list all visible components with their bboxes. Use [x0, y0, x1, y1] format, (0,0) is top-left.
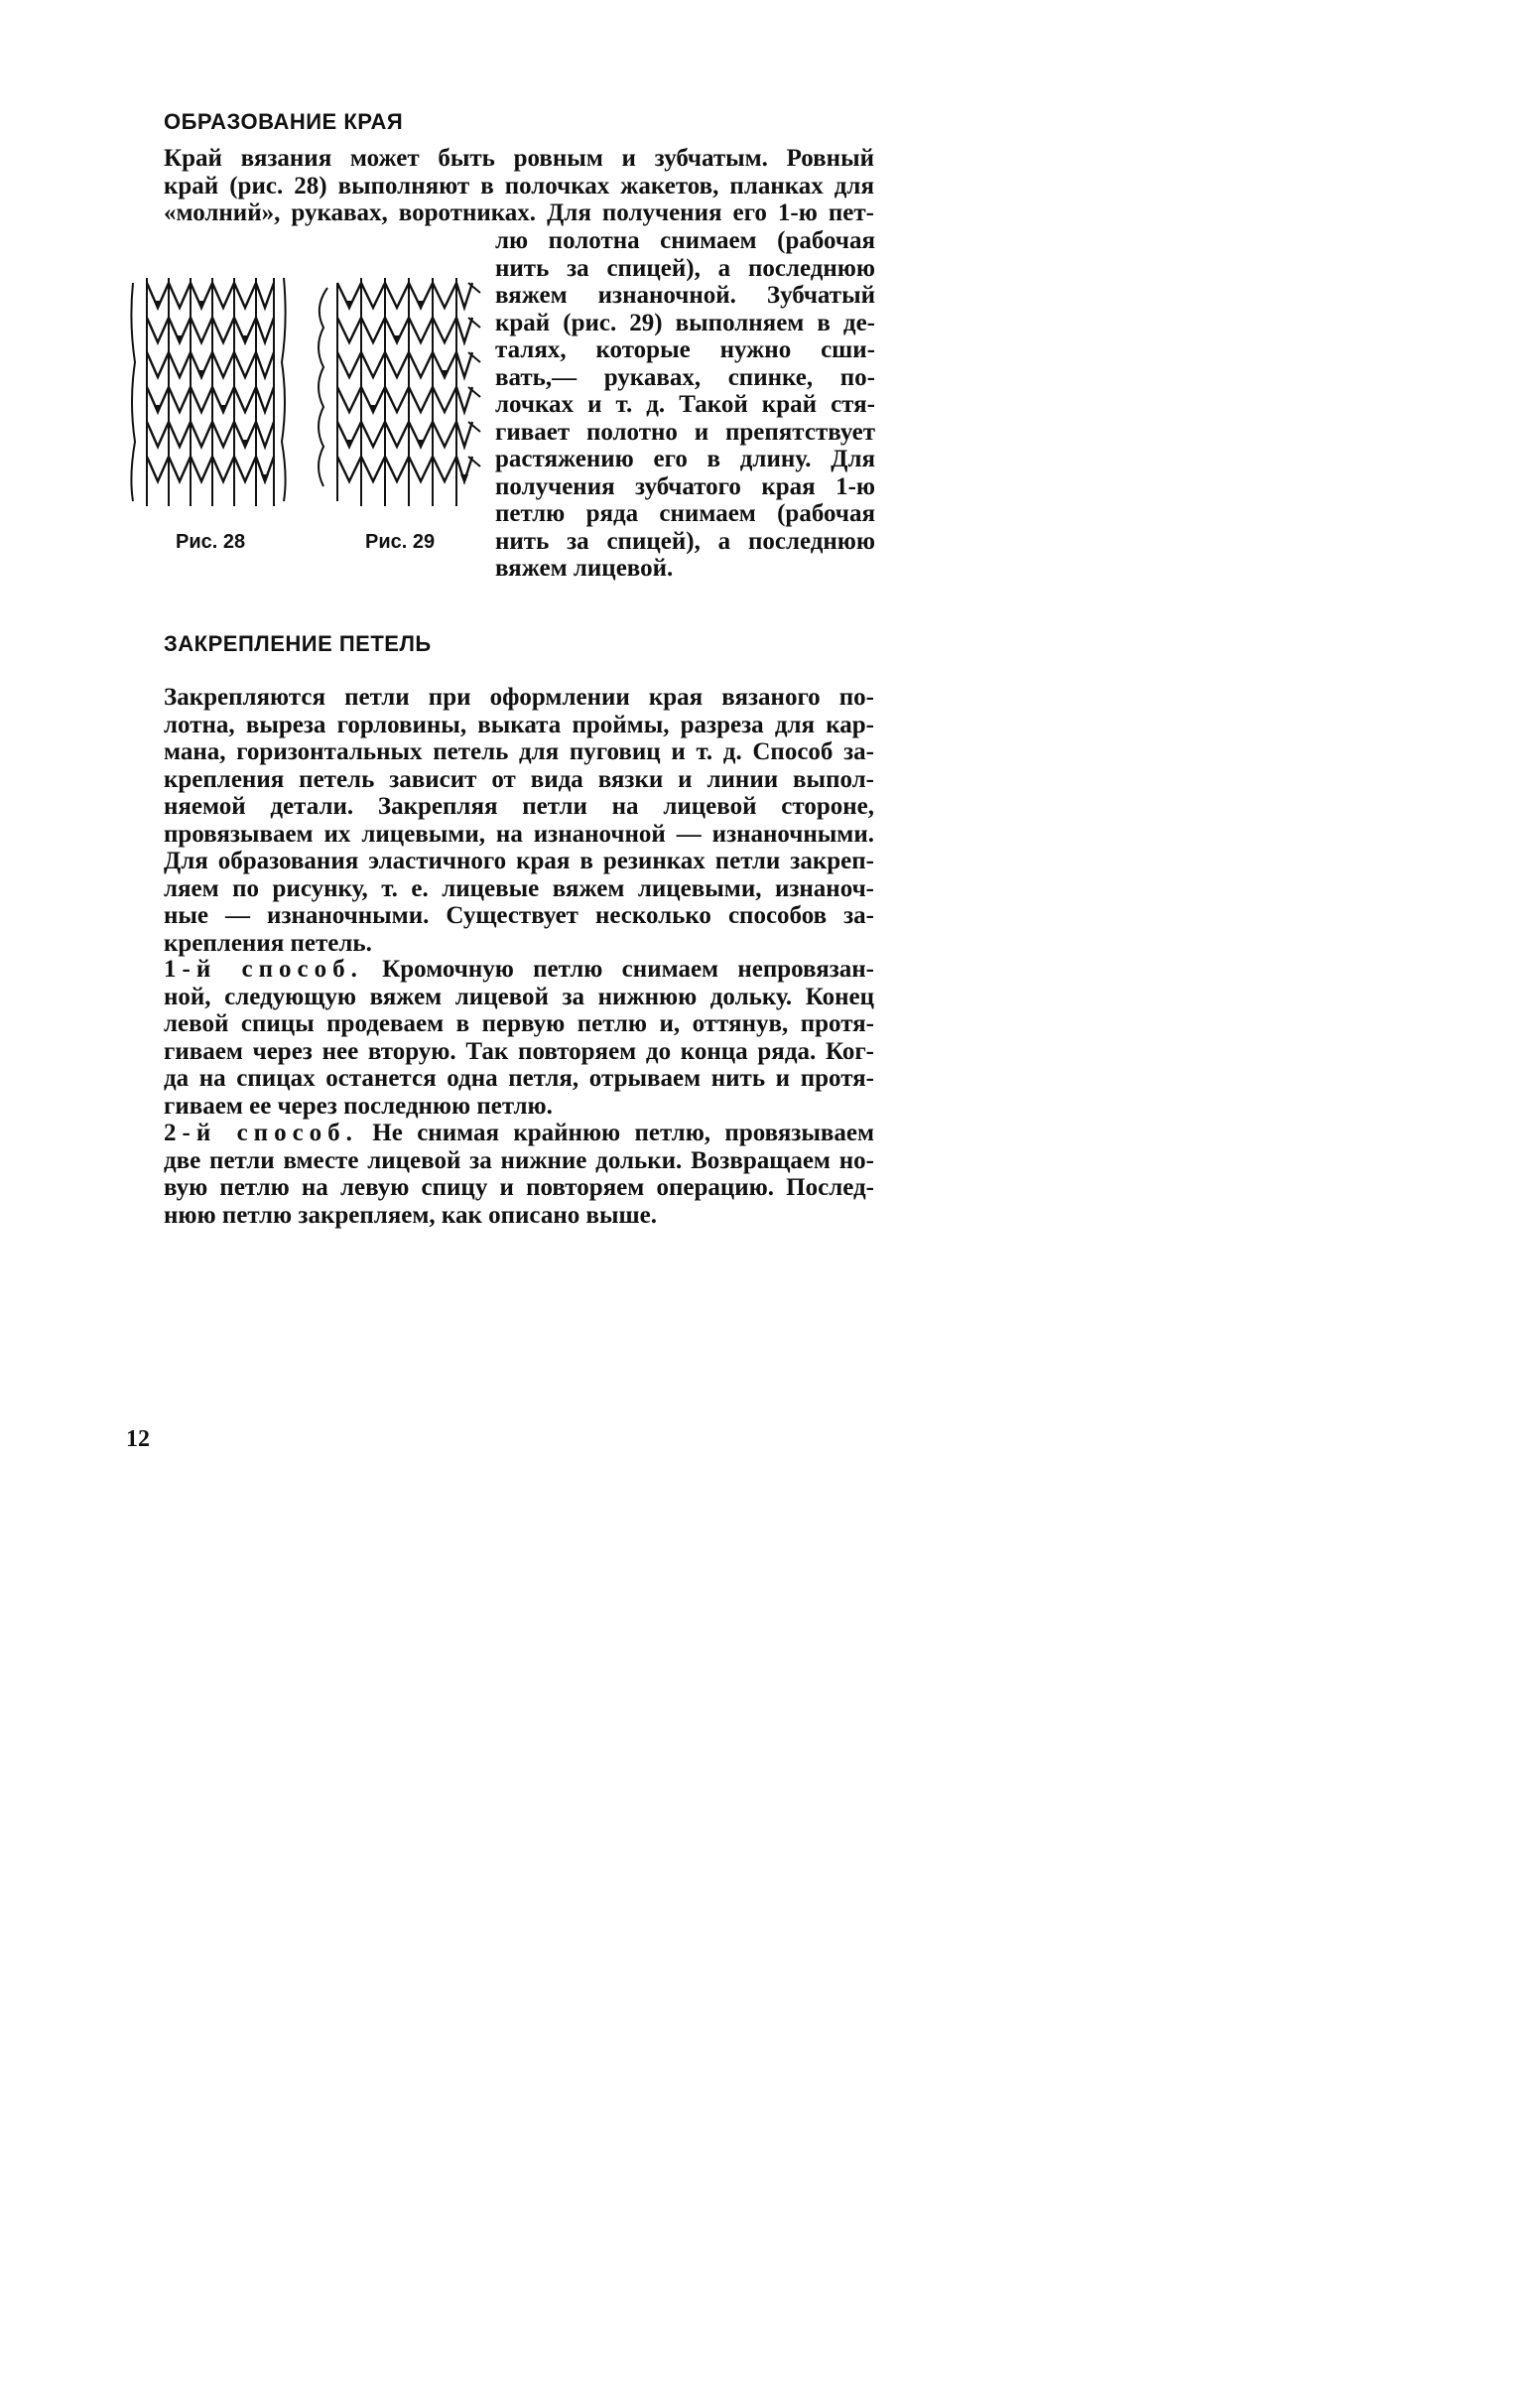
text-line: нюю петлю закрепляем, как описано выше. [164, 1201, 657, 1229]
text-line: крепления петель зависит от вида вязки и линии выпол- [164, 765, 874, 793]
text-line [164, 956, 874, 984]
text-line: да на спицах останется одна петля, отрываем нить и протя- [164, 1065, 874, 1092]
text-line: лочках и т. д. Такой край стя- [495, 391, 875, 418]
figure-28-straight-edge [127, 263, 290, 511]
text-line [164, 1120, 874, 1147]
text-line: крепления петель. [164, 929, 372, 957]
text-line: вяжем изнаночной. Зубчатый [495, 282, 875, 309]
text-line: Закрепляются петли при оформлении края вязаного по- [164, 684, 874, 711]
text-line: мана, горизонтальных петель для пуговиц и т. д. Способ за- [164, 738, 874, 765]
figure-29-toothed-edge [310, 263, 488, 511]
text-line: провязываем их лицевыми, на изнаночной — изнаночными. [164, 820, 874, 848]
text-line: край (рис. 29) выполняем в де- [495, 309, 875, 336]
text-line: вать,— рукавах, спинке, по- [495, 363, 875, 391]
text-line: няемой детали. Закрепляя петли на лицевой стороне, [164, 793, 874, 820]
text-line: Для образования эластичного края в резинках петли закреп- [164, 848, 874, 874]
paragraph-fastening-intro [164, 684, 874, 957]
method-2-first-line: Не снимая крайнюю петлю, провязываем [372, 1120, 874, 1146]
paragraph-edge-intro [164, 145, 874, 227]
text-line: край (рис. 28) выполняют в полочках жакетов, планках для [164, 172, 874, 199]
text-line: талях, которые нужно сши- [495, 336, 875, 363]
text-line: вяжем лицевой. [495, 555, 674, 582]
text-line: петлю ряда снимаем (рабочая [495, 500, 875, 527]
text-line: гиваем ее через последнюю петлю. [164, 1092, 553, 1120]
page-number: 12 [126, 1426, 150, 1452]
text-line: Край вязания может быть ровным и зубчатым. Ровный [164, 145, 874, 172]
text-line: гиваем через нее вторую. Так повторяем до конца ряда. Ког- [164, 1037, 874, 1065]
method-1-label: 1-й способ. [164, 956, 363, 983]
section-heading-edge-formation: ОБРАЗОВАНИЕ КРАЯ [164, 109, 404, 134]
text-line: «молний», рукавах, воротниках. Для получения его 1-ю пет- [164, 199, 874, 226]
text-line: левой спицы продеваем в первую петлю и, оттянув, протя- [164, 1010, 874, 1037]
paragraph-edge-wrapped [495, 227, 875, 583]
paragraph-method-1 [164, 956, 874, 1120]
text-line: нить за спицей), а последнюю [495, 254, 875, 282]
method-2-label: 2-й способ. [164, 1120, 358, 1146]
text-line: растяжению его в длину. Для [495, 446, 875, 472]
text-line: лотна, выреза горловины, выката проймы, разреза для кар- [164, 711, 874, 738]
figure-29-caption: Рис. 29 [365, 531, 436, 553]
text-line: гивает полотно и препятствует [495, 418, 875, 446]
text-line: две петли вместе лицевой за нижние дольки. Возвращаем но- [164, 1146, 874, 1174]
text-line: нить за спицей), а последнюю [495, 527, 875, 555]
text-line: ные — изнаночными. Существует несколько способов за- [164, 902, 874, 929]
paragraph-method-2 [164, 1120, 874, 1229]
text-line: лю полотна снимаем (рабочая [495, 227, 875, 254]
figure-28-caption: Рис. 28 [176, 531, 246, 553]
text-line: ляем по рисунку, т. е. лицевые вяжем лицевыми, изнаноч- [164, 874, 874, 902]
text-line: вую петлю на левую спицу и повторяем операцию. Послед- [164, 1174, 874, 1201]
method-1-first-line: Кромочную петлю снимаем непровязан- [382, 956, 875, 983]
section-heading-loop-fastening: ЗАКРЕПЛЕНИЕ ПЕТЕЛЬ [164, 631, 432, 656]
text-line: ной, следующую вяжем лицевой за нижнюю дольку. Конец [164, 983, 874, 1010]
text-line: получения зубчатого края 1-ю [495, 472, 875, 500]
